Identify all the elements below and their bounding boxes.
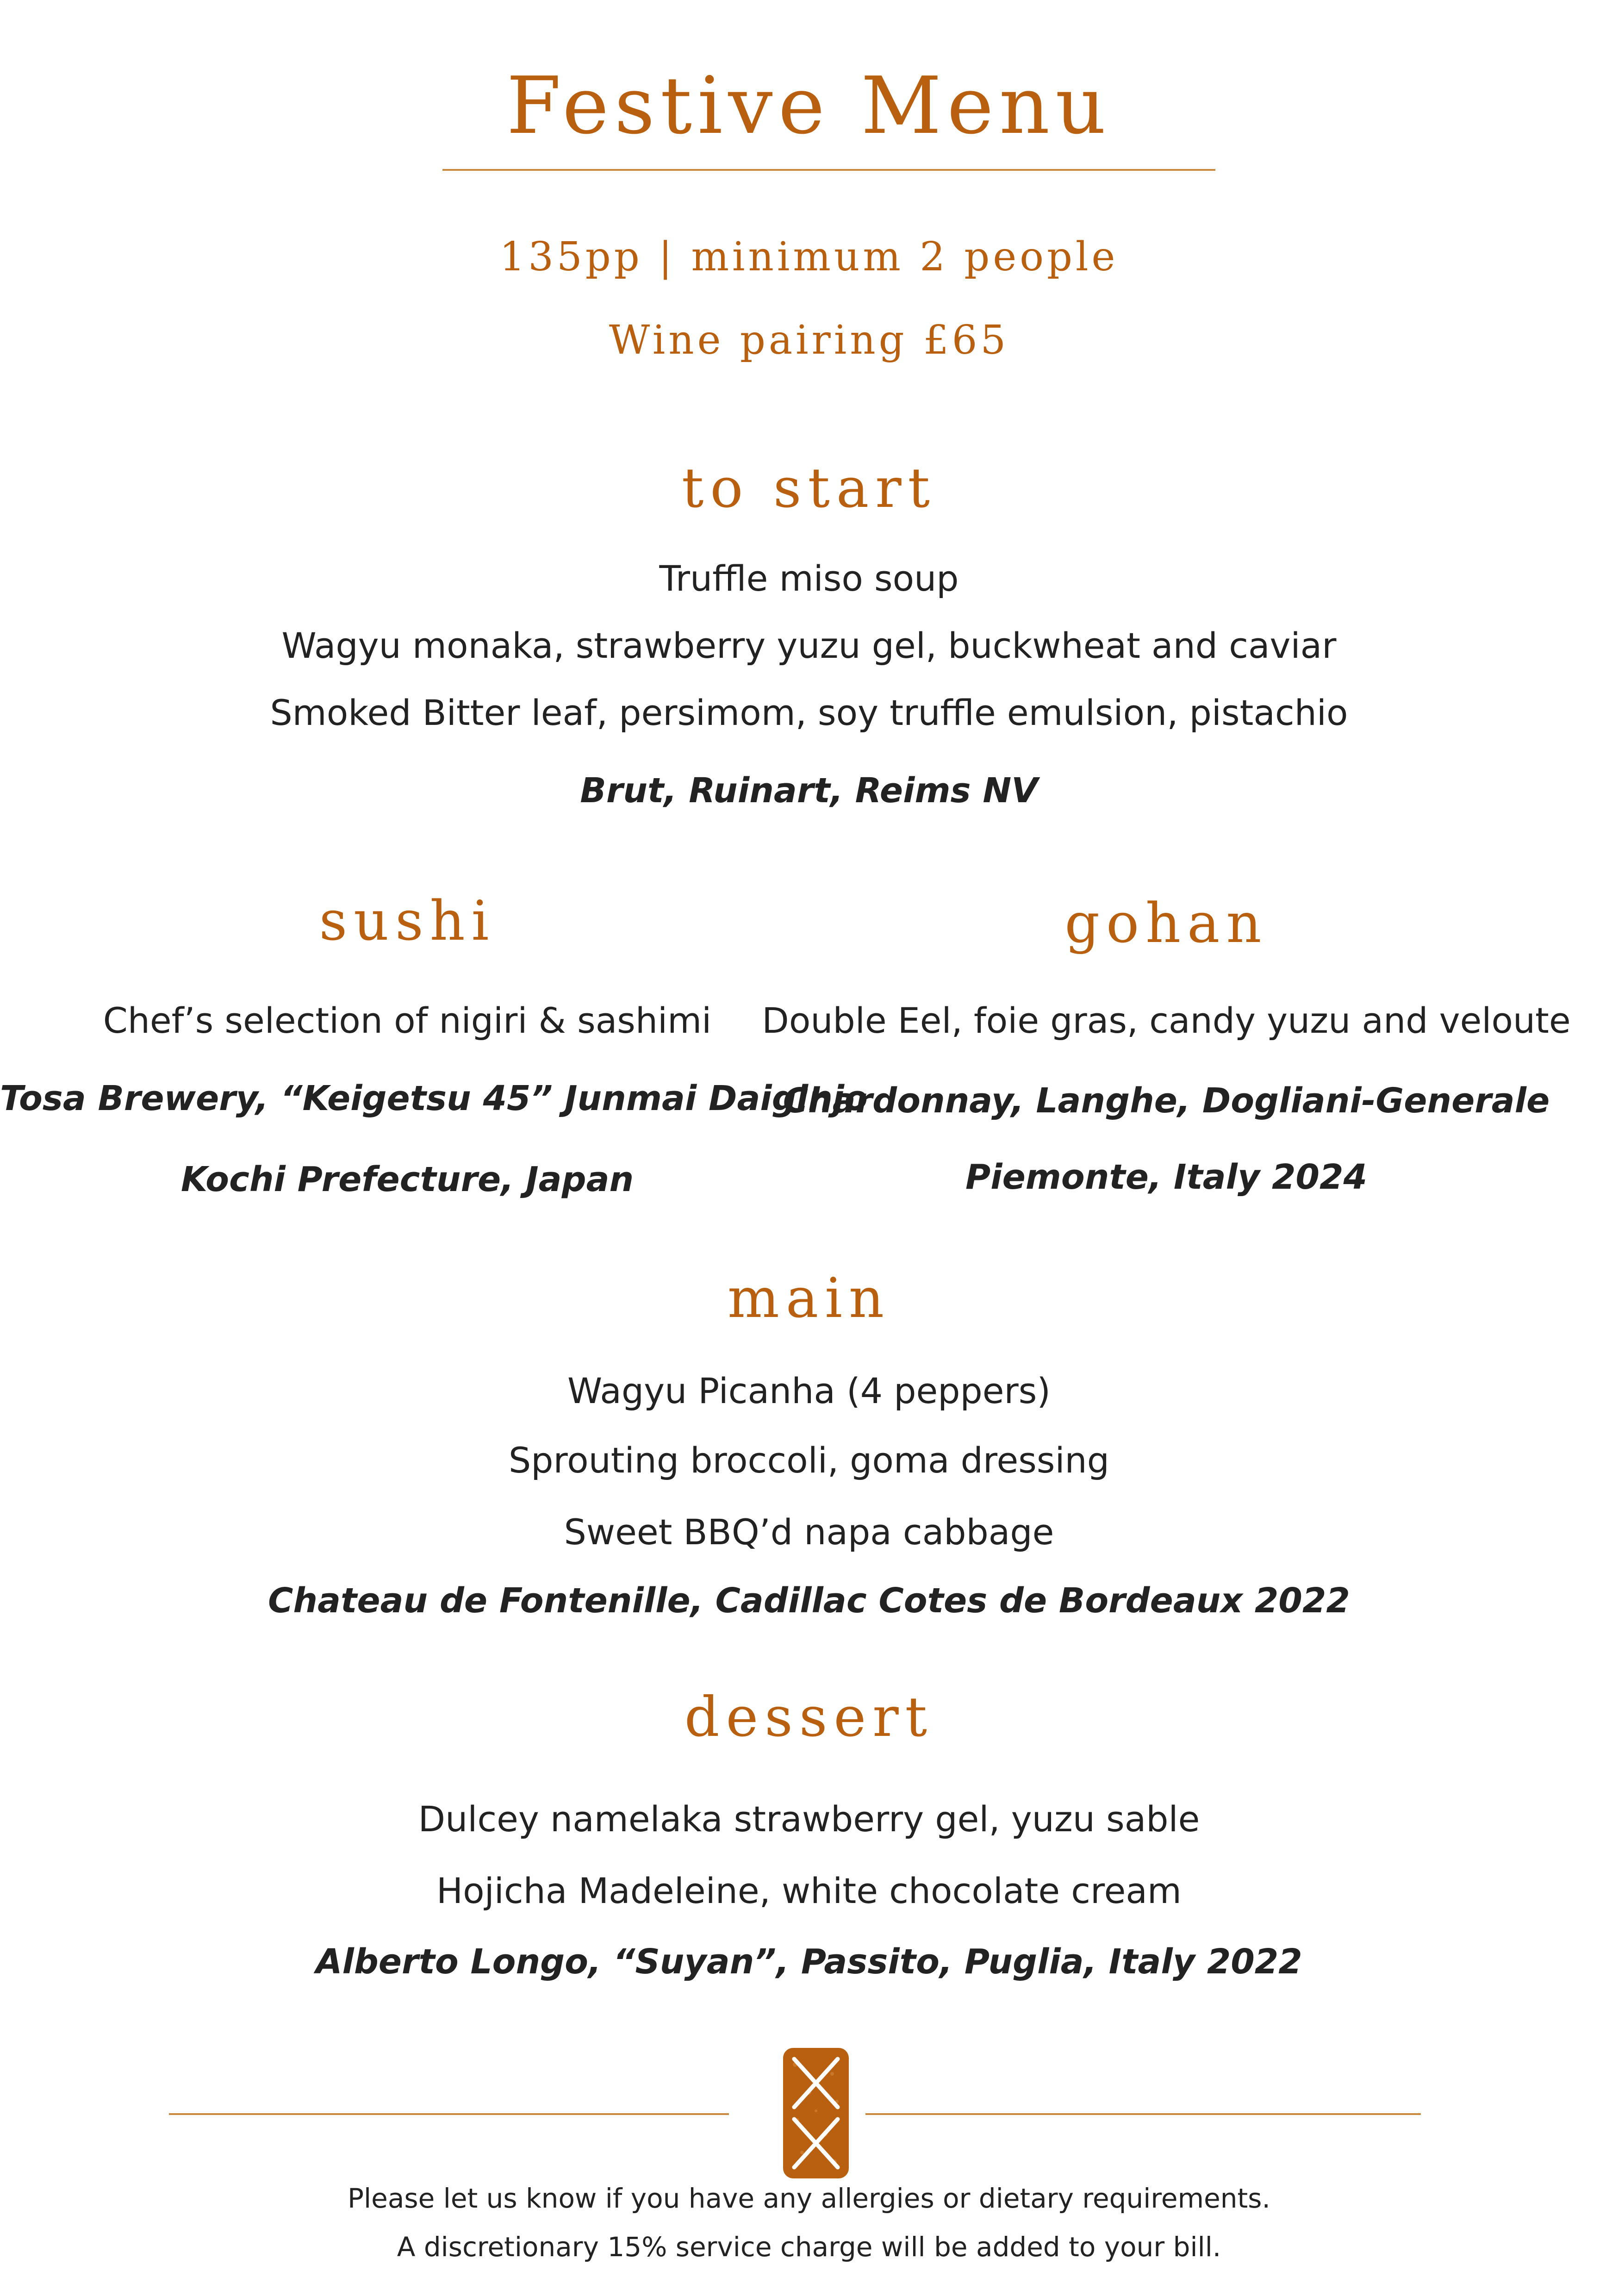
starter-wine: Brut, Ruinart, Reims NV bbox=[580, 771, 1038, 811]
gohan-wine: Chardonnay, Langhe, Dogliani-Generale bbox=[783, 1081, 1550, 1121]
dessert-item: Dulcey namelaka strawberry gel, yuzu sable bbox=[418, 1798, 1200, 1840]
dessert-item: Hojicha Madeleine, white chocolate cream bbox=[436, 1870, 1182, 1911]
gohan-item: Double Eel, foie gras, candy yuzu and veloute bbox=[762, 1000, 1571, 1041]
double-x-logo-icon bbox=[781, 2046, 851, 2180]
main-item: Sweet BBQ’d napa cabbage bbox=[564, 1511, 1054, 1553]
title-underline bbox=[442, 169, 1215, 171]
section-title-to-start: to start bbox=[681, 456, 937, 520]
sushi-wine-origin: Kochi Prefecture, Japan bbox=[180, 1160, 634, 1199]
starter-item: Smoked Bitter leaf, persimom, soy truffle emulsion, pistachio bbox=[270, 692, 1348, 733]
allergy-note: Please let us know if you have any allergies or dietary requirements. bbox=[348, 2183, 1270, 2214]
wine-pairing-price: Wine pairing £65 bbox=[609, 317, 1009, 363]
footer-rule-right bbox=[865, 2113, 1421, 2115]
section-title-sushi: sushi bbox=[319, 889, 496, 953]
main-item: Wagyu Picanha (4 peppers) bbox=[567, 1370, 1051, 1411]
sushi-item: Chef’s selection of nigiri & sashimi bbox=[103, 1000, 712, 1041]
sushi-wine: Tosa Brewery, “Keigetsu 45” Junmai Daiginjo bbox=[0, 1079, 868, 1118]
starter-item: Wagyu monaka, strawberry yuzu gel, buckwheat and caviar bbox=[281, 625, 1337, 666]
main-wine: Chateau de Fontenille, Cadillac Cotes de Bordeaux 2022 bbox=[268, 1581, 1350, 1621]
section-title-dessert: dessert bbox=[684, 1685, 934, 1749]
price-line: 135pp | minimum 2 people bbox=[499, 234, 1119, 280]
dessert-wine: Alberto Longo, “Suyan”, Passito, Puglia, Italy 2022 bbox=[316, 1942, 1302, 1982]
gohan-wine-origin: Piemonte, Italy 2024 bbox=[965, 1157, 1368, 1197]
service-charge-note: A discretionary 15% service charge will be added to your bill. bbox=[397, 2231, 1221, 2263]
menu-title: Festive Menu bbox=[506, 60, 1112, 152]
starter-item: Truffle miso soup bbox=[659, 558, 959, 599]
section-title-main: main bbox=[728, 1266, 890, 1330]
section-title-gohan: gohan bbox=[1064, 891, 1268, 955]
main-item: Sprouting broccoli, goma dressing bbox=[509, 1440, 1109, 1481]
footer-rule-left bbox=[169, 2113, 729, 2115]
